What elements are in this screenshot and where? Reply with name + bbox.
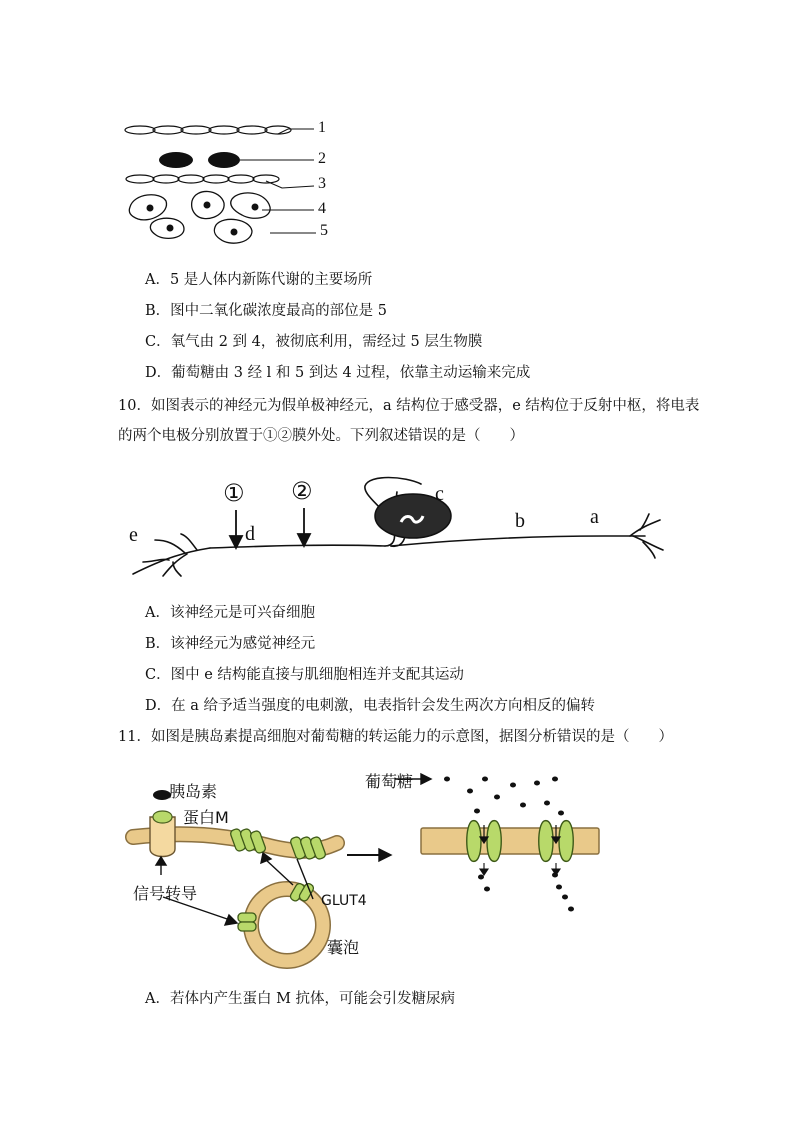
figure-label-3: 3 — [318, 175, 326, 192]
q10-option-d: D．在 a 给予适当强度的电刺激，电表指针会发生两次方向相反的偏转 — [145, 698, 595, 714]
figure-label-1: 1 — [318, 119, 326, 136]
label-glut4: GLUT4 — [321, 893, 367, 909]
tissue-figure — [120, 115, 360, 245]
red-blood-cell — [208, 152, 240, 168]
q10-stem-line1: 10．如图表示的神经元为假单极神经元，a 结构位于感受器，e 结构位于反射中枢，将电表 — [118, 398, 700, 414]
neuron-label-d: d — [245, 523, 255, 545]
q9-option-a: A．5 是人体内新陈代谢的主要场所 — [145, 272, 373, 288]
q10-stem-line2: 的两个电极分别放置于①②膜外处。下列叙述错误的是（ ） — [118, 428, 524, 444]
tissue-cells — [129, 191, 270, 243]
figure-label-4: 4 — [318, 200, 326, 217]
q11-stem: 11．如图是胰岛素提高细胞对葡萄糖的转运能力的示意图，据图分析错误的是（ ） — [118, 729, 673, 745]
label-signal-transduction: 信号转导 — [133, 884, 198, 903]
q11-option-a: A．若体内产生蛋白 M 抗体，可能会引发糖尿病 — [145, 991, 456, 1007]
electrode-label-1: ① — [223, 479, 245, 507]
q10-option-c: C．图中 e 结构能直接与肌细胞相连并支配其运动 — [145, 667, 464, 683]
figure-label-5: 5 — [320, 222, 328, 239]
label-protein-m: 蛋白M — [183, 808, 229, 827]
figure-label-2: 2 — [318, 150, 326, 167]
neuron-label-c: c — [435, 483, 444, 505]
neuron-label-b: b — [515, 510, 525, 532]
label-insulin: 胰岛素 — [169, 782, 218, 801]
capillary-wall-top — [125, 126, 291, 134]
neuron-figure — [125, 478, 670, 588]
capillary-wall-bottom — [126, 175, 279, 183]
neuron-label-e: e — [129, 524, 138, 546]
insulin-figure — [125, 765, 605, 970]
q9-option-d: D．葡萄糖由 3 经 l 和 5 到达 4 过程，依靠主动运输来完成 — [145, 365, 531, 381]
red-blood-cell — [159, 152, 193, 168]
q10-option-b: B．该神经元为感觉神经元 — [145, 636, 316, 652]
q9-option-b: B．图中二氧化碳浓度最高的部位是 5 — [145, 303, 387, 319]
axon-terminal-e — [133, 548, 210, 574]
label-glucose: 葡萄糖 — [365, 772, 414, 791]
neuron-label-a: a — [590, 506, 599, 528]
q9-option-c: C．氧气由 2 到 4，被彻底利用，需经过 5 层生物膜 — [145, 334, 483, 350]
q10-option-a: A．该神经元是可兴奋细胞 — [145, 605, 315, 621]
electrode-arrows — [230, 508, 310, 548]
electrode-label-2: ② — [291, 477, 313, 505]
label-vesicle: 囊泡 — [327, 938, 360, 957]
vesicle — [251, 889, 323, 961]
neuron-diagram — [125, 478, 670, 588]
